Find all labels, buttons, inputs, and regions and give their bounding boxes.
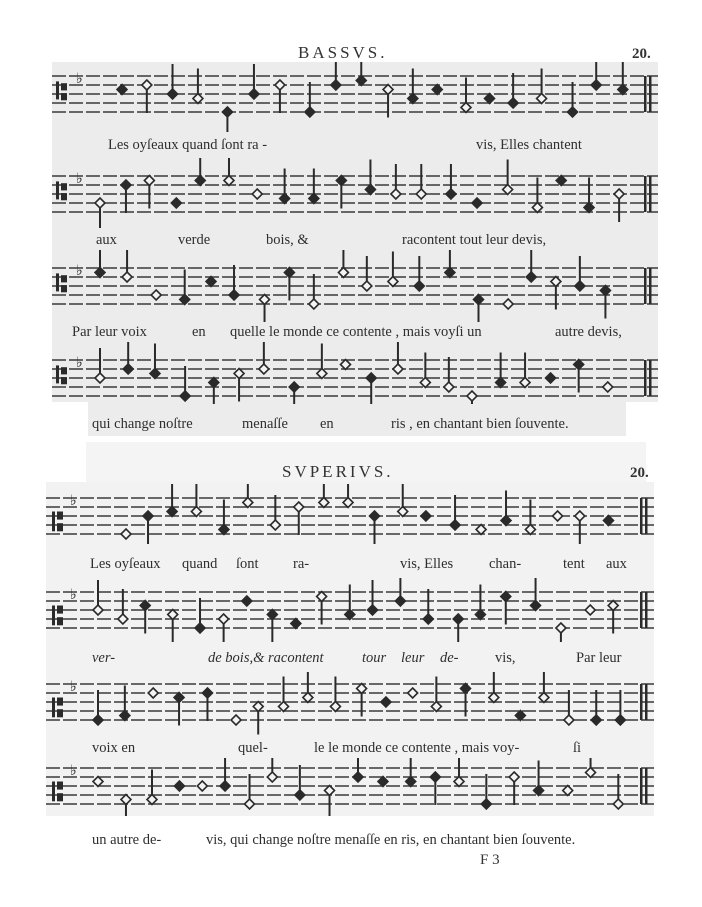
note-icon bbox=[118, 589, 128, 624]
note-icon bbox=[305, 82, 315, 117]
bassus-staff-3 bbox=[52, 250, 658, 322]
superius-page-number: 20. bbox=[630, 465, 649, 481]
note-icon bbox=[325, 786, 335, 817]
note-icon bbox=[330, 677, 340, 712]
note-icon bbox=[532, 178, 542, 213]
superius-lyric-2e: de- bbox=[440, 650, 459, 666]
note-icon bbox=[260, 295, 270, 323]
bassus-lyric-3a: Par leur voix bbox=[72, 324, 147, 340]
note-icon bbox=[553, 511, 563, 521]
note-icon bbox=[503, 160, 513, 195]
note-icon bbox=[564, 690, 574, 725]
note-icon bbox=[614, 189, 624, 222]
flat-sign-icon: ♭ bbox=[76, 71, 83, 88]
barline bbox=[644, 176, 647, 212]
note-icon bbox=[259, 342, 269, 374]
barline bbox=[644, 360, 647, 396]
bassus-staff-4 bbox=[52, 342, 658, 404]
f-clef-icon bbox=[56, 273, 67, 292]
superius-lyric-4b: vis, qui change noſtre menaſſe en ris, en chantant bien ſouvente. bbox=[206, 832, 576, 848]
superius-lyric-1h: aux bbox=[606, 556, 627, 572]
note-icon bbox=[546, 373, 556, 383]
note-icon bbox=[421, 511, 431, 521]
note-icon bbox=[147, 770, 157, 805]
note-icon bbox=[309, 169, 319, 204]
note-icon bbox=[180, 366, 190, 401]
bassus-lyric-2b: verde bbox=[178, 232, 211, 248]
note-icon bbox=[603, 516, 613, 526]
superius-lyric-1a: Les oyſeaux bbox=[90, 556, 161, 572]
note-icon bbox=[195, 598, 205, 633]
note-icon bbox=[603, 382, 613, 392]
note-icon bbox=[509, 772, 519, 805]
note-icon bbox=[503, 299, 513, 309]
note-icon bbox=[368, 580, 378, 615]
note-icon bbox=[123, 342, 133, 374]
note-icon bbox=[575, 511, 585, 544]
note-icon bbox=[591, 690, 601, 725]
note-icon bbox=[197, 781, 207, 791]
note-icon bbox=[303, 672, 313, 703]
bassus-lyric-1b: vis, Elles chantent bbox=[476, 137, 582, 153]
barline bbox=[645, 768, 648, 804]
note-icon bbox=[475, 585, 485, 620]
note-icon bbox=[341, 360, 351, 370]
f-clef-icon bbox=[56, 365, 67, 384]
note-icon bbox=[416, 164, 426, 199]
bassus-staff-1 bbox=[52, 62, 658, 132]
note-icon bbox=[408, 69, 418, 104]
note-icon bbox=[508, 73, 518, 108]
barline bbox=[645, 498, 648, 534]
note-icon bbox=[317, 344, 327, 379]
note-icon bbox=[366, 373, 376, 404]
note-icon bbox=[496, 353, 506, 388]
note-icon bbox=[174, 781, 184, 791]
note-icon bbox=[275, 80, 285, 113]
flat-sign-icon: ♭ bbox=[70, 763, 77, 780]
barline bbox=[640, 684, 643, 720]
note-icon bbox=[229, 265, 239, 300]
signature-mark: F 3 bbox=[480, 852, 500, 868]
bassus-lyric-1a: Les oyſeaux quand ſont ra - bbox=[108, 137, 268, 153]
note-icon bbox=[556, 176, 566, 186]
c-clef-icon bbox=[52, 698, 63, 718]
barline bbox=[649, 360, 652, 396]
flat-sign-icon: ♭ bbox=[76, 263, 83, 280]
note-icon bbox=[267, 758, 277, 782]
note-icon bbox=[381, 697, 391, 707]
note-icon bbox=[423, 589, 433, 624]
superius-lyric-1g: tent bbox=[563, 556, 585, 572]
note-icon bbox=[121, 529, 131, 539]
superius-lyric-3d: ſi bbox=[573, 740, 582, 756]
note-icon bbox=[515, 711, 525, 721]
note-icon bbox=[224, 158, 234, 186]
note-icon bbox=[231, 715, 241, 725]
note-icon bbox=[476, 525, 486, 535]
note-icon bbox=[618, 62, 628, 95]
flat-sign-icon: ♭ bbox=[76, 355, 83, 372]
note-icon bbox=[575, 256, 585, 291]
flat-sign-icon: ♭ bbox=[70, 587, 77, 604]
note-icon bbox=[280, 169, 290, 204]
note-icon bbox=[95, 250, 105, 278]
bassus-lyric-2a: aux bbox=[96, 232, 117, 248]
note-icon bbox=[270, 495, 280, 530]
bassus-lyric-4b: menaſſe bbox=[242, 416, 288, 432]
bassus-page-number: 20. bbox=[632, 46, 651, 62]
superius-lyric-2b: de bois,& racontent bbox=[208, 650, 324, 666]
note-icon bbox=[120, 686, 130, 721]
superius-lyric-2g: Par leur bbox=[576, 650, 622, 666]
bassus-lyric-3b: en bbox=[192, 324, 206, 340]
superius-lyric-2a: ver- bbox=[92, 650, 116, 666]
flat-sign-icon: ♭ bbox=[70, 679, 77, 696]
note-icon bbox=[525, 500, 535, 535]
superius-staff-4 bbox=[46, 758, 654, 816]
note-icon bbox=[430, 772, 440, 805]
note-icon bbox=[243, 484, 253, 508]
note-icon bbox=[206, 277, 216, 287]
note-icon bbox=[393, 342, 403, 374]
note-icon bbox=[369, 511, 379, 544]
note-icon bbox=[242, 596, 252, 606]
barline bbox=[644, 76, 647, 112]
superius-lyric-1e: vis, Elles bbox=[400, 556, 454, 572]
note-icon bbox=[121, 180, 131, 213]
note-icon bbox=[220, 758, 230, 791]
f-clef-icon bbox=[56, 81, 67, 100]
note-icon bbox=[539, 672, 549, 703]
note-icon bbox=[249, 64, 259, 99]
note-icon bbox=[143, 511, 153, 544]
note-icon bbox=[291, 619, 301, 629]
note-icon bbox=[195, 158, 205, 186]
barline bbox=[640, 592, 643, 628]
bassus-lyric-4d: ris , en chantant bien ſouvente. bbox=[391, 416, 569, 432]
c-clef-icon bbox=[52, 512, 63, 532]
note-icon bbox=[537, 69, 547, 104]
note-icon bbox=[253, 702, 263, 735]
note-icon bbox=[151, 290, 161, 300]
note-icon bbox=[117, 85, 127, 95]
note-icon bbox=[142, 80, 152, 113]
note-icon bbox=[122, 250, 132, 282]
note-icon bbox=[473, 295, 483, 323]
note-icon bbox=[454, 758, 464, 787]
superius-lyric-1f: chan- bbox=[489, 556, 522, 572]
bassus-lyric-4c: en bbox=[320, 416, 334, 432]
note-icon bbox=[450, 495, 460, 530]
flat-sign-icon: ♭ bbox=[76, 171, 83, 188]
barline bbox=[645, 592, 648, 628]
note-icon bbox=[95, 348, 105, 383]
note-icon bbox=[93, 777, 103, 787]
note-icon bbox=[345, 585, 355, 620]
note-icon bbox=[568, 82, 578, 117]
note-icon bbox=[167, 484, 177, 517]
note-icon bbox=[531, 578, 541, 611]
note-icon bbox=[414, 256, 424, 291]
bassus-staff-2 bbox=[52, 158, 658, 228]
bassus-title: BASSVS. bbox=[298, 43, 388, 62]
superius-lyric-2c: tour bbox=[362, 650, 387, 666]
note-icon bbox=[180, 270, 190, 305]
note-icon bbox=[191, 484, 201, 517]
note-icon bbox=[168, 64, 178, 99]
bassus-lyric-2d: racontent tout leur devis, bbox=[402, 232, 547, 248]
note-icon bbox=[432, 85, 442, 95]
note-icon bbox=[202, 688, 212, 721]
note-icon bbox=[378, 777, 388, 787]
note-icon bbox=[295, 765, 305, 800]
superius-lyric-1d: ra- bbox=[293, 556, 310, 572]
note-icon bbox=[343, 484, 353, 508]
note-icon bbox=[93, 690, 103, 725]
note-icon bbox=[444, 357, 454, 392]
superius-lyric-3a: voix en bbox=[92, 740, 136, 756]
barline bbox=[640, 768, 643, 804]
note-icon bbox=[95, 198, 105, 228]
barline bbox=[645, 684, 648, 720]
bassus-lyric-2c: bois, & bbox=[266, 232, 309, 248]
note-icon bbox=[461, 78, 471, 113]
note-icon bbox=[388, 252, 398, 287]
note-icon bbox=[501, 491, 511, 526]
superius-lyric-3b: quel- bbox=[238, 740, 268, 756]
barline bbox=[640, 498, 643, 534]
superius-staff-3 bbox=[46, 672, 654, 736]
note-icon bbox=[252, 189, 262, 199]
note-icon bbox=[420, 353, 430, 388]
note-icon bbox=[391, 164, 401, 199]
c-clef-icon bbox=[52, 606, 63, 626]
note-icon bbox=[615, 690, 625, 725]
note-icon bbox=[121, 795, 131, 817]
superius-lyric-2f: vis, bbox=[495, 650, 516, 666]
bassus-lyric-3d: autre devis, bbox=[555, 324, 622, 340]
note-icon bbox=[289, 382, 299, 404]
note-icon bbox=[445, 250, 455, 278]
note-icon bbox=[148, 688, 158, 698]
note-icon bbox=[556, 623, 566, 642]
note-icon bbox=[245, 774, 255, 809]
note-icon bbox=[209, 378, 219, 405]
superius-lyric-1b: quand bbox=[182, 556, 218, 572]
superius-lyric-4a: un autre de- bbox=[92, 832, 162, 848]
note-icon bbox=[319, 484, 329, 508]
note-icon bbox=[398, 484, 408, 517]
note-icon bbox=[446, 164, 456, 199]
note-icon bbox=[93, 580, 103, 615]
note-icon bbox=[489, 672, 499, 703]
note-icon bbox=[431, 677, 441, 712]
c-clef-icon bbox=[52, 782, 63, 802]
note-icon bbox=[193, 69, 203, 104]
bassus-lyric-4a: qui change noſtre bbox=[92, 416, 193, 432]
note-icon bbox=[534, 761, 544, 796]
bassus-lyric-3c: quelle le monde ce contente , mais voyſi un bbox=[230, 324, 482, 340]
note-icon bbox=[481, 774, 491, 809]
note-icon bbox=[171, 198, 181, 208]
barline bbox=[649, 176, 652, 212]
barline bbox=[649, 268, 652, 304]
note-icon bbox=[526, 250, 536, 282]
note-icon bbox=[279, 677, 289, 712]
note-icon bbox=[362, 256, 372, 291]
superius-lyric-1c: ſont bbox=[236, 556, 259, 572]
note-icon bbox=[219, 500, 229, 535]
note-icon bbox=[563, 786, 573, 796]
note-icon bbox=[267, 610, 277, 643]
note-icon bbox=[406, 758, 416, 787]
note-icon bbox=[472, 198, 482, 208]
flat-sign-icon: ♭ bbox=[70, 493, 77, 510]
note-icon bbox=[356, 62, 366, 86]
note-icon bbox=[150, 344, 160, 379]
barline bbox=[649, 76, 652, 112]
superius-lyric-2d: leur bbox=[401, 650, 425, 666]
note-icon bbox=[600, 286, 610, 319]
note-icon bbox=[353, 758, 363, 782]
f-clef-icon bbox=[56, 181, 67, 200]
note-icon bbox=[294, 502, 304, 535]
note-icon bbox=[309, 274, 319, 309]
note-icon bbox=[520, 353, 530, 388]
barline bbox=[644, 268, 647, 304]
superius-lyric-3c: le le monde ce contente , mais voy- bbox=[314, 740, 520, 756]
superius-staff-1 bbox=[46, 484, 654, 548]
superius-staff-2 bbox=[46, 578, 654, 642]
note-icon bbox=[467, 391, 477, 404]
note-icon bbox=[408, 688, 418, 698]
superius-title: SVPERIVS. bbox=[282, 462, 394, 481]
note-icon bbox=[584, 178, 594, 213]
note-icon bbox=[485, 94, 495, 104]
note-icon bbox=[168, 610, 178, 643]
note-icon bbox=[585, 605, 595, 615]
note-icon bbox=[365, 160, 375, 195]
note-icon bbox=[613, 774, 623, 809]
note-icon bbox=[338, 250, 348, 278]
note-icon bbox=[222, 107, 232, 132]
